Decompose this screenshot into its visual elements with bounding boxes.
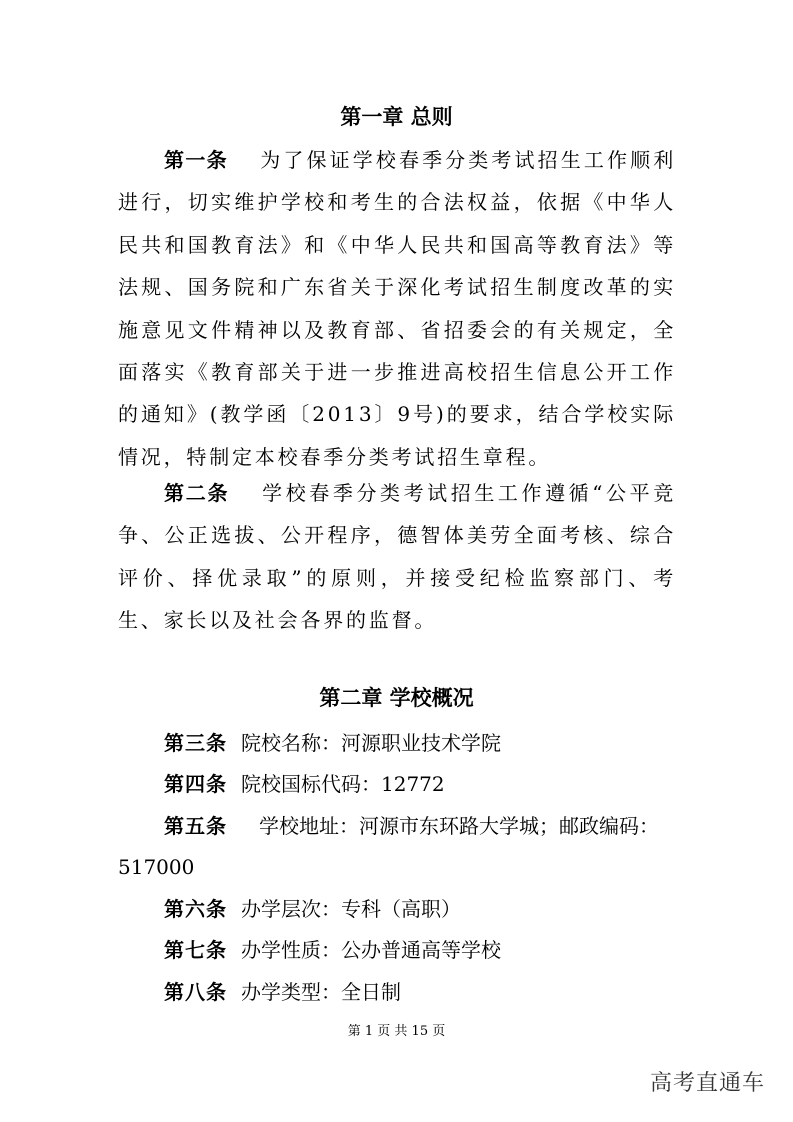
article-4-label: 第四条 [164,772,227,796]
article-2-label: 第二条 [164,481,230,505]
article-5 [164,811,684,841]
article-4-text: 院校国标代码：12772 [241,772,445,796]
article-6-label: 第六条 [164,897,227,921]
article-5-text-continued: 517000 [118,855,195,879]
article-1 [118,139,676,478]
article-5-label: 第五条 [164,814,227,838]
watermark-text: 高考直通车 [649,1071,765,1096]
article-3-label: 第三条 [164,731,227,755]
chapter-1-title: 第一章 总则 [340,105,453,129]
article-4 [164,769,684,799]
article-5-text: 学校地址：河源市东环路大学城；邮政编码： [259,814,659,838]
article-6 [164,894,684,924]
article-2-text: 学校春季分类考试招生工作遵循“公平竞争、公正选拔、公开程序，德智体美劳全面考核、综合评价、择优录取”的原则，并接受纪检监察部门、考生、家长以及社会各界的监督。 [118,481,677,633]
chapter-2-title: 第二章 学校概况 [319,686,474,710]
page-footer: 第 1 页 共 15 页 [347,1024,446,1039]
article-7-text: 办学性质：公办普通高等学校 [241,938,501,962]
article-2 [118,472,676,642]
article-8-text: 办学类型：全日制 [241,980,401,1004]
article-3-text: 院校名称：河源职业技术学院 [241,731,501,755]
article-1-label: 第一条 [164,148,228,172]
article-6-text: 办学层次：专科（高职） [241,897,461,921]
article-8-label: 第八条 [164,980,227,1004]
article-1-text: 为了保证学校春季分类考试招生工作顺利进行，切实维护学校和考生的合法权益，依据《中华人民共和国教育法》和《中华人民共和国高等教育法》等法规、国务院和广东省关于深化考试招生制度改革的实施意见文件精神以及教育部、省招委会的有关规定，全面落实《教育部关于进一步推进高校招生信息公开工作的通知》(教学函〔2013〕9号)的要求，结合学校实际情况，特制定本校春季分类考试招生章程。 [118,148,677,469]
article-7-label: 第七条 [164,938,227,962]
article-8 [164,977,684,1007]
article-3 [164,728,684,758]
article-7 [164,935,684,965]
